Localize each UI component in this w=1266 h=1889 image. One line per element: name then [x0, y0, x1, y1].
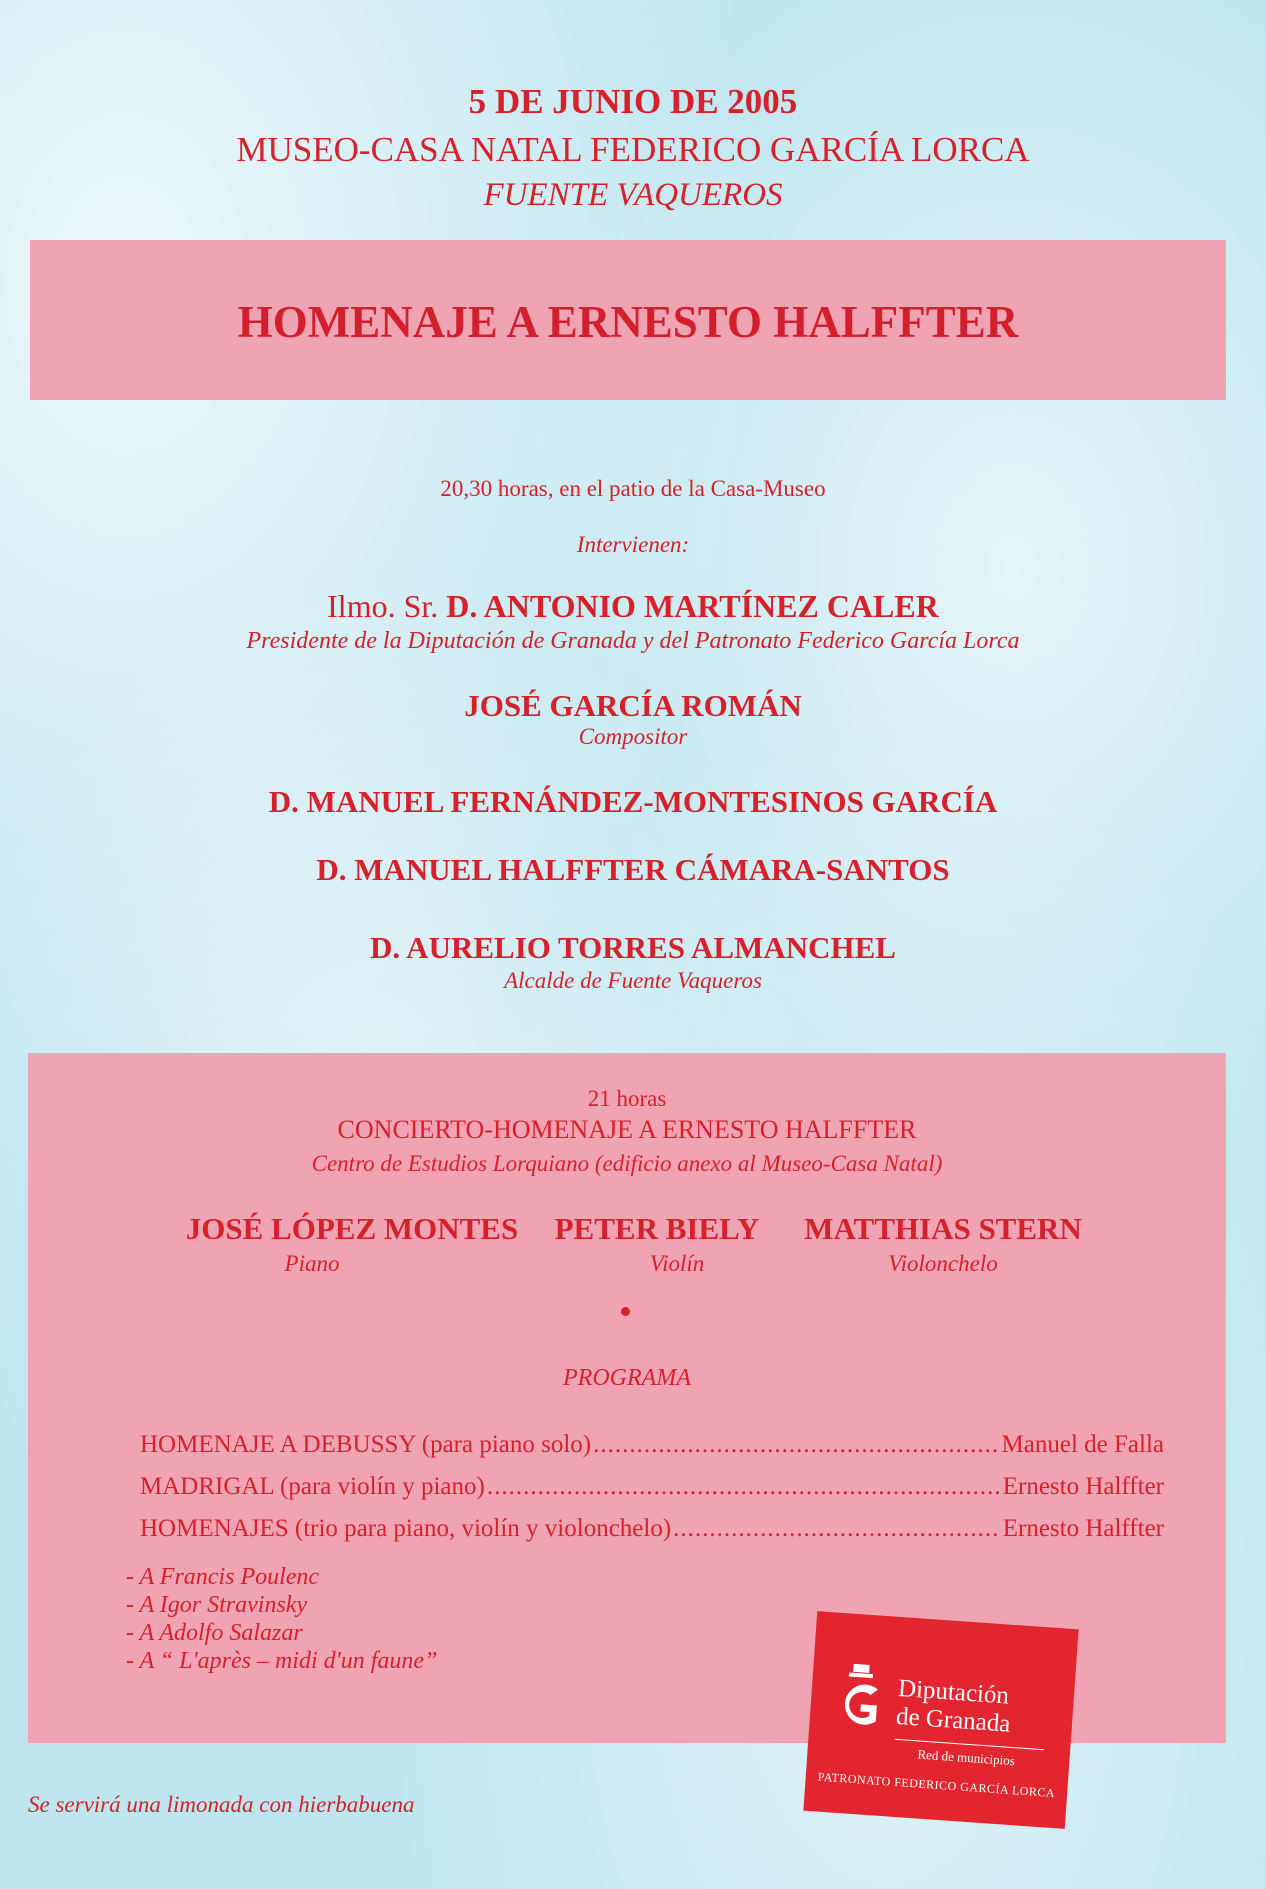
footer-note: Se servirá una limonada con hierbabuena — [28, 1792, 415, 1817]
diputacion-g-icon — [831, 1663, 888, 1734]
program-item-2 — [140, 1473, 1164, 1501]
performer-2-instrument: Violín — [649, 1251, 705, 1276]
venue-name: MUSEO-CASA NATAL FEDERICO GARCÍA LORCA — [236, 130, 1030, 169]
program-item-1-work: HOMENAJE A DEBUSSY (para piano solo) — [140, 1431, 592, 1458]
program-item-1-composer: Manuel de Falla — [1001, 1431, 1164, 1458]
event-date: 5 DE JUNIO DE 2005 — [468, 82, 798, 121]
program-item-3-work: HOMENAJES (trio para piano, violín y violonchelo) — [140, 1515, 672, 1542]
performer-2 — [538, 1211, 776, 1277]
performer-2-name: PETER BIELY — [554, 1211, 760, 1246]
performer-3-name: MATTHIAS STERN — [804, 1211, 1082, 1246]
homenaje-item: - A Igor Stravinsky — [126, 1592, 308, 1618]
diputacion-logo — [803, 1611, 1078, 1829]
performer-1-name: JOSÉ LÓPEZ MONTES — [185, 1211, 519, 1246]
program-item-2-composer: Ernesto Halffter — [1002, 1473, 1164, 1500]
speaker-5-name: D. AURELIO TORRES ALMANCHEL — [370, 930, 896, 965]
logo-line-1: Diputación — [897, 1674, 1010, 1710]
speaker-5-role: Alcalde de Fuente Vaqueros — [504, 968, 762, 993]
session1-time: 20,30 horas, en el patio de la Casa-Museo — [440, 476, 826, 501]
speaker-1 — [0, 588, 1266, 625]
concert-title: CONCIERTO-HOMENAJE A ERNESTO HALFFTER — [337, 1115, 917, 1144]
speaker-1-name: D. ANTONIO MARTÍNEZ CALER — [446, 588, 939, 624]
speaker-1-prefix: Ilmo. Sr. — [327, 588, 439, 624]
performer-1-instrument: Piano — [284, 1251, 340, 1276]
intervienen-label: Intervienen: — [576, 532, 690, 557]
logo-line-3: Red de municipios — [917, 1746, 1016, 1769]
program-item-1 — [140, 1431, 1164, 1459]
page-title: HOMENAJE A ERNESTO HALFFTER — [237, 297, 1019, 347]
homenaje-list — [126, 1563, 437, 1675]
session2-time: 21 horas — [587, 1086, 667, 1111]
speaker-1-role: Presidente de la Diputación de Granada y del Patronato Federico García Lorca — [246, 628, 1020, 654]
logo-line-2: de Granada — [895, 1702, 1012, 1738]
performer-3 — [788, 1211, 1098, 1277]
homenaje-item: - A “ L'après – midi d'un faune” — [126, 1648, 438, 1674]
homenaje-item: - A Francis Poulenc — [126, 1564, 320, 1590]
performer-3-instrument: Violonchelo — [888, 1251, 998, 1276]
speaker-4-name: D. MANUEL HALFFTER CÁMARA-SANTOS — [316, 852, 950, 887]
speaker-3-name: D. MANUEL FERNÁNDEZ-MONTESINOS GARCÍA — [268, 784, 998, 819]
title-band — [30, 240, 1226, 400]
program-item-2-work: MADRIGAL (para violín y piano) — [140, 1473, 485, 1500]
homenaje-item: - A Adolfo Salazar — [126, 1620, 303, 1646]
program-item-3 — [140, 1515, 1164, 1543]
concert-place: Centro de Estudios Lorquiano (edificio anexo al Museo-Casa Natal) — [311, 1151, 943, 1176]
programa-label: PROGRAMA — [563, 1365, 691, 1391]
performer-1 — [156, 1211, 548, 1277]
speaker-2-name: JOSÉ GARCÍA ROMÁN — [464, 688, 802, 723]
leader-dots — [593, 1431, 999, 1459]
separator-dot — [621, 1307, 630, 1316]
logo-line-4: PATRONATO FEDERICO GARCÍA LORCA — [817, 1769, 1056, 1801]
speaker-2-role: Compositor — [578, 724, 688, 749]
leader-dots — [487, 1473, 1001, 1501]
town-name: FUENTE VAQUEROS — [483, 177, 783, 213]
program-item-3-composer: Ernesto Halffter — [1002, 1515, 1164, 1542]
leader-dots — [673, 1515, 1001, 1543]
